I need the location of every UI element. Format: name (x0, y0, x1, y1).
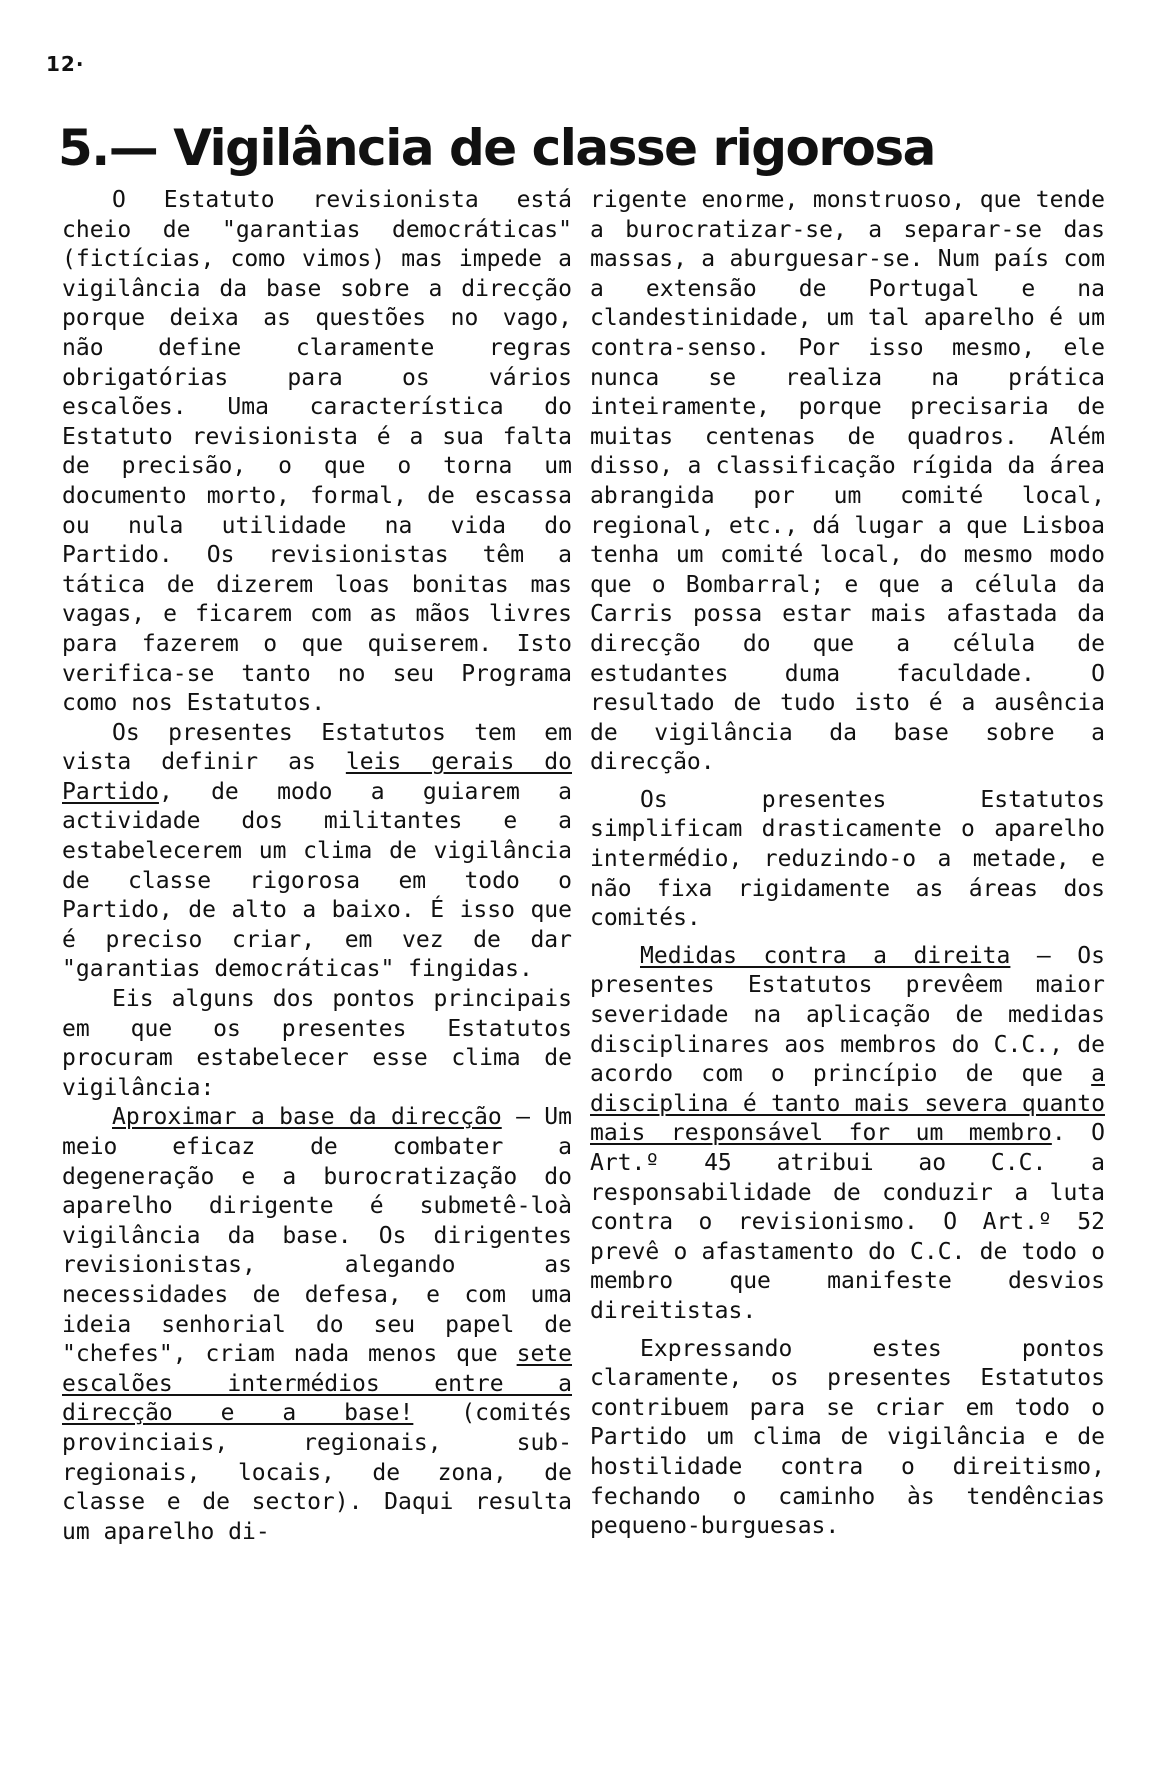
page-number: 12· (46, 52, 85, 76)
text-span: , de modo a guiarem a actividade dos militantes e a estabelecerem um clima de vigilância de classe rigorosa em todo o Partido, de alto a baixo. É isso que é preciso criar, em vez de dar "garantias democráticas" fingidas. (62, 778, 572, 983)
underlined-phrase: sete escalões intermédios entre a direcção e a base! (62, 1341, 572, 1427)
paragraph: O Estatuto revisionista está cheio de "garantias democráticas" (fictícias, como vimos) mas impede a vigilância da base sobre a direcção porque deixa as questões no vago, não define claramente regras obrigatórias para os vários escalões. Uma característica do Estatuto revisionista é a sua falta de precisão, o que o torna um documento morto, formal, de escassa ou nula utilidade na vida do Partido. Os revisionistas têm a tática de dizerem loas bonitas mas vagas, e ficarem com as mãos livres para fazerem o que quiserem. Isto verifica-se tanto no seu Programa como nos Estatutos. (62, 187, 572, 717)
paragraph (590, 942, 1105, 1327)
text-span: Os presentes Estatutos tem em vista definir as (62, 719, 572, 776)
section-title: 5.— Vigilância de classe rigorosa (58, 119, 935, 177)
subsection-heading: Medidas contra a direita (640, 942, 1011, 969)
text-span: . O Art.º 45 atribui ao C.C. a responsabilidade de conduzir a luta contra o revisionismo. O Art.º 52 prevê o afastamento do C.C. de todo o membro que manifeste desvios direitistas. (590, 1120, 1105, 1324)
paragraph: Os presentes Estatutos simplificam drasticamente o aparelho intermédio, reduzindo-o a metade, e não fixa rigidamente as áreas dos comités. (590, 786, 1105, 932)
paragraph (62, 1103, 572, 1547)
text-span: — Um meio eficaz de combater a degeneração e a burocratização do aparelho dirigente é submetê-loà vigilância da base. Os dirigentes revisionistas, alegando as necessidades de defesa, e com uma ideia senhorial do seu papel de "chefes", criam nada menos que (62, 1104, 572, 1368)
text-span: (comités provinciais, regionais, sub-regionais, locais, de zona, de classe e de sector). Daqui resulta um aparelho di- (62, 1400, 572, 1545)
text-span: — Os presentes Estatutos prevêem maior severidade na aplicação de medidas disciplinares aos membros do C.C., de acordo com o princípio de que (590, 942, 1105, 1088)
paragraph: Eis alguns dos pontos principais em que os presentes Estatutos procuram estabelecer esse clima de vigilância: (62, 986, 572, 1101)
right-column (590, 186, 1105, 1542)
paragraph (62, 719, 572, 985)
underlined-phrase: a disciplina é tanto mais severa quanto mais responsável for um membro (590, 1061, 1105, 1147)
paragraph: Expressando estes pontos claramente, os presentes Estatutos contribuem para se criar em todo o Partido um clima de vigilância e de hostilidade contra o direitismo, fechando o caminho às tendências pequeno-burguesas. (590, 1335, 1105, 1540)
paragraph: rigente enorme, monstruoso, que tende a burocratizar-se, a separar-se das massas, a aburguesar-se. Num país com a extensão de Portugal e na clandestinidade, um tal aparelho é um contra-senso. Por isso mesmo, ele nunca se realiza na prática inteiramente, porque precisaria de muitas centenas de quadros. Além disso, a classificação rígida da área abrangida por um comité local, regional, etc., dá lugar a que Lisboa tenha um comité local, do mesmo modo que o Bombarral; e que a célula da Carris possa estar mais afastada da direcção do que a célula de estudantes duma faculdade. O resultado de tudo isto é a ausência de vigilância da base sobre a direcção. (590, 187, 1105, 776)
subsection-heading: Aproximar a base da direcção (112, 1104, 502, 1131)
left-column (62, 186, 572, 1547)
underlined-phrase: leis gerais do Partido (62, 749, 572, 805)
